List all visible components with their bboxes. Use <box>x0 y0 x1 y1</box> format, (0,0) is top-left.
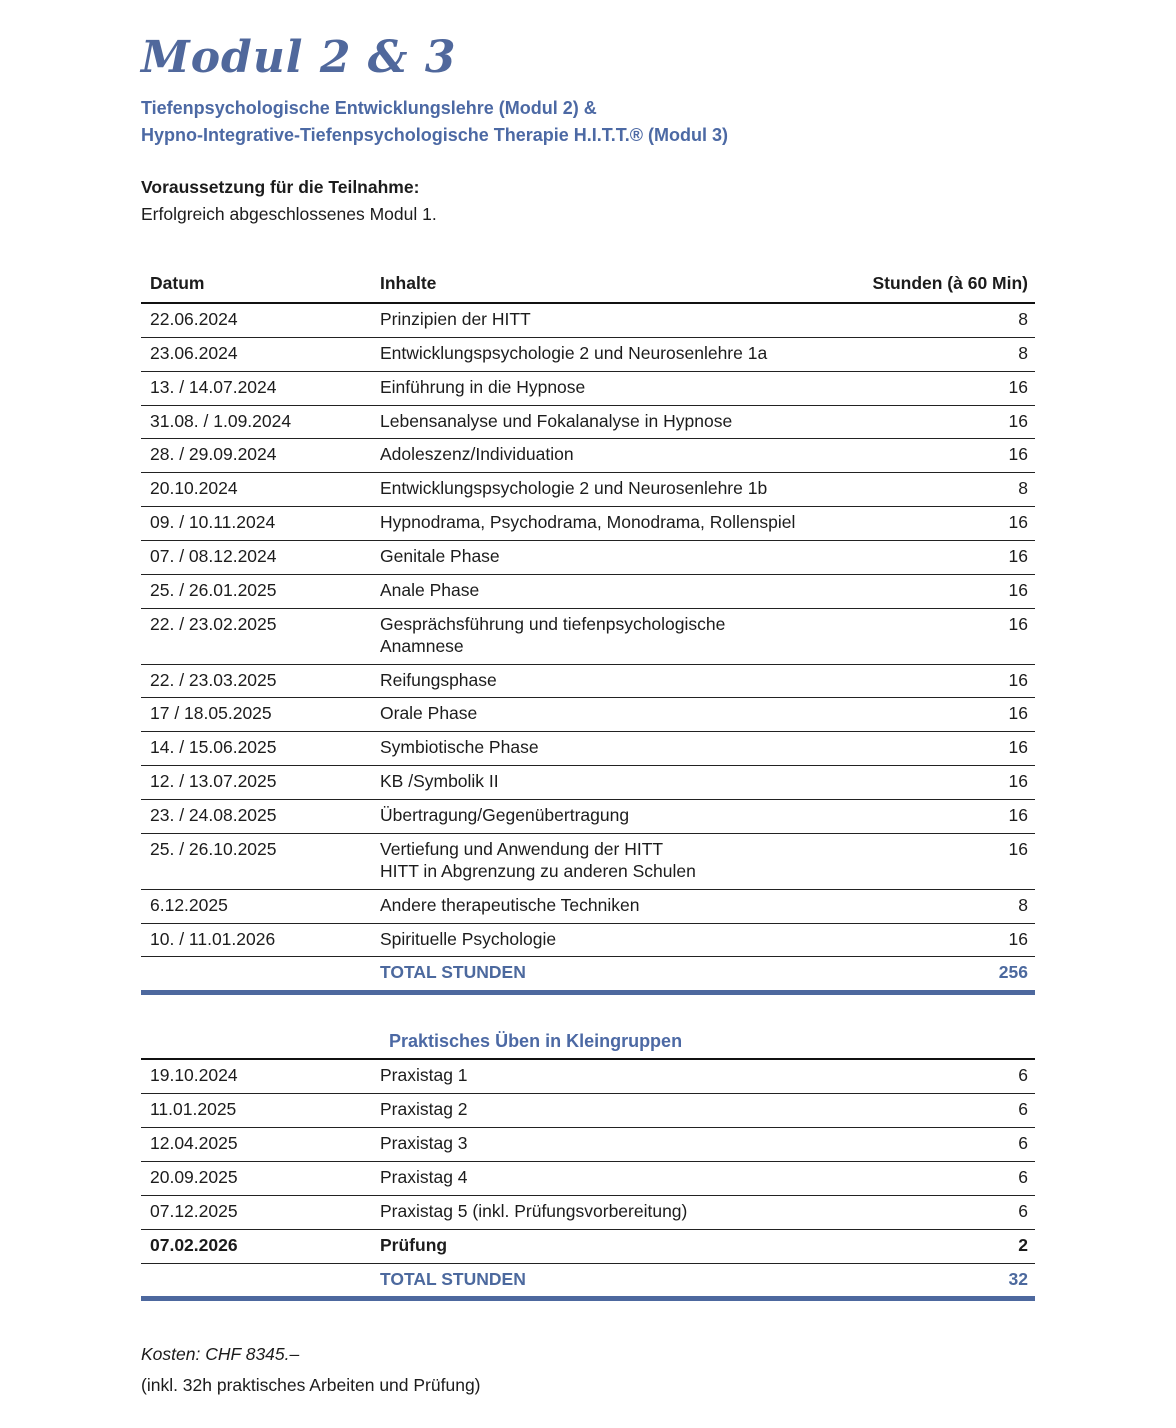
row-hours: 16 <box>1008 703 1028 724</box>
row-content-line-2: Anamnese <box>380 635 464 656</box>
row-hours: 16 <box>1008 410 1028 431</box>
row-date: 12.04.2025 <box>150 1133 238 1154</box>
row-content <box>380 839 925 883</box>
row-content: Adoleszenz/Individuation <box>380 444 574 465</box>
row-content: Prüfung <box>380 1234 448 1255</box>
table-row <box>141 1060 1035 1094</box>
row-date: 17 / 18.05.2025 <box>150 703 272 724</box>
table-row <box>141 732 1035 766</box>
row-content: Hypnodrama, Psychodrama, Monodrama, Rollenspiel <box>380 512 796 533</box>
header-hours: Stunden (à 60 Min) <box>872 272 1028 293</box>
total-label: TOTAL STUNDEN <box>380 962 526 983</box>
row-content-line-1: Gesprächsführung und tiefenpsychologische <box>380 613 726 634</box>
table-row <box>141 372 1035 406</box>
row-hours: 16 <box>1008 838 1028 859</box>
row-hours: 16 <box>1008 805 1028 826</box>
row-hours: 16 <box>1008 546 1028 567</box>
row-content: Praxistag 4 <box>380 1166 468 1187</box>
table-row <box>141 1128 1035 1162</box>
row-content: Praxistag 2 <box>380 1099 468 1120</box>
row-content: Praxistag 1 <box>380 1065 468 1086</box>
row-date: 31.08. / 1.09.2024 <box>150 410 292 431</box>
row-date: 23.06.2024 <box>150 342 238 363</box>
row-content <box>380 614 925 658</box>
table-row <box>141 439 1035 473</box>
table-row <box>141 575 1035 609</box>
row-hours: 6 <box>1018 1200 1028 1221</box>
row-hours: 16 <box>1008 613 1028 634</box>
prerequisite-label: Voraussetzung für die Teilnahme: <box>141 177 420 198</box>
table-row <box>141 473 1035 507</box>
row-content-line-2: HITT in Abgrenzung zu anderen Schulen <box>380 860 696 881</box>
row-content: Orale Phase <box>380 703 478 724</box>
row-date: 13. / 14.07.2024 <box>150 376 277 397</box>
row-date: 11.01.2025 <box>150 1099 237 1120</box>
total-value: 256 <box>998 962 1028 983</box>
row-hours: 2 <box>1018 1234 1028 1255</box>
row-content: Symbiotische Phase <box>380 737 539 758</box>
row-hours: 16 <box>1008 512 1028 533</box>
prerequisite-block <box>141 174 1035 227</box>
table-row <box>141 766 1035 800</box>
row-content: Anale Phase <box>380 579 480 600</box>
table-row <box>141 406 1035 440</box>
row-hours: 16 <box>1008 771 1028 792</box>
row-content: Einführung in die Hypnose <box>380 376 586 397</box>
total-value: 32 <box>1008 1268 1028 1289</box>
prerequisite-text: Erfolgreich abgeschlossenes Modul 1. <box>141 203 437 224</box>
row-content: KB /Symbolik II <box>380 771 499 792</box>
row-hours: 6 <box>1018 1099 1028 1120</box>
row-date: 10. / 11.01.2026 <box>150 928 276 949</box>
row-content: Praxistag 5 (inkl. Prüfungsvorbereitung) <box>380 1200 688 1221</box>
row-hours: 16 <box>1008 928 1028 949</box>
row-date: 20.10.2024 <box>150 478 238 499</box>
row-date: 28. / 29.09.2024 <box>150 444 277 465</box>
practice-section-title: Praktisches Üben in Kleingruppen <box>389 1031 683 1052</box>
cost-line: Kosten: CHF 8345.– <box>141 1344 300 1365</box>
row-date: 22. / 23.03.2025 <box>150 669 277 690</box>
row-hours: 16 <box>1008 669 1028 690</box>
row-date: 07.02.2026 <box>150 1234 238 1255</box>
row-content: Prinzipien der HITT <box>380 308 531 329</box>
total-row <box>141 1264 1035 1297</box>
row-date: 23. / 24.08.2025 <box>150 805 277 826</box>
row-date: 14. / 15.06.2025 <box>150 737 277 758</box>
table-row <box>141 698 1035 732</box>
total-label: TOTAL STUNDEN <box>380 1268 526 1289</box>
row-date: 20.09.2025 <box>150 1166 238 1187</box>
row-date: 6.12.2025 <box>150 894 228 915</box>
table-row <box>141 507 1035 541</box>
total-row-spacer <box>141 1269 380 1291</box>
row-hours: 8 <box>1018 894 1028 915</box>
total-row-spacer <box>141 962 380 984</box>
row-hours: 8 <box>1018 308 1028 329</box>
table-row <box>141 609 1035 665</box>
row-content: Entwicklungspsychologie 2 und Neurosenlehre 1b <box>380 478 768 499</box>
practice-table <box>141 1058 1035 1301</box>
table-row <box>141 1196 1035 1230</box>
row-content: Praxistag 3 <box>380 1133 468 1154</box>
row-hours: 16 <box>1008 579 1028 600</box>
table-row <box>141 338 1035 372</box>
total-row <box>141 957 1035 990</box>
table-row <box>141 834 1035 890</box>
row-hours: 16 <box>1008 376 1028 397</box>
schedule-table <box>141 269 1035 995</box>
row-date: 25. / 26.01.2025 <box>150 579 277 600</box>
table-row <box>141 541 1035 575</box>
row-hours: 8 <box>1018 478 1028 499</box>
header-date: Datum <box>150 272 205 293</box>
table-row <box>141 665 1035 699</box>
row-date: 12. / 13.07.2025 <box>150 771 277 792</box>
table-row <box>141 800 1035 834</box>
row-content: Lebensanalyse und Fokalanalyse in Hypnose <box>380 410 733 431</box>
row-content: Genitale Phase <box>380 546 500 567</box>
row-date: 07.12.2025 <box>150 1200 238 1221</box>
row-content: Entwicklungspsychologie 2 und Neurosenlehre 1a <box>380 342 768 363</box>
subtitle-line-2: Hypno-Integrative-Tiefenpsychologische Therapie H.I.T.T.® (Modul 3) <box>141 125 729 146</box>
row-hours: 6 <box>1018 1065 1028 1086</box>
table-row <box>141 890 1035 924</box>
table-header-row <box>141 269 1035 304</box>
row-date: 22. / 23.02.2025 <box>150 613 277 634</box>
row-content-line-1: Vertiefung und Anwendung der HITT <box>380 838 664 859</box>
row-date: 22.06.2024 <box>150 308 238 329</box>
exam-row <box>141 1230 1035 1264</box>
row-content: Andere therapeutische Techniken <box>380 894 640 915</box>
row-hours: 6 <box>1018 1133 1028 1154</box>
row-date: 07. / 08.12.2024 <box>150 546 277 567</box>
cost-note-line: (inkl. 32h praktisches Arbeiten und Prüfung) <box>141 1374 481 1395</box>
table-row <box>141 924 1035 958</box>
row-content: Übertragung/Gegenübertragung <box>380 805 630 826</box>
row-date: 19.10.2024 <box>150 1065 238 1086</box>
row-hours: 8 <box>1018 342 1028 363</box>
subtitle-line-1: Tiefenpsychologische Entwicklungslehre (Modul 2) & <box>141 98 597 119</box>
row-date: 09. / 10.11.2024 <box>150 512 276 533</box>
row-hours: 16 <box>1008 737 1028 758</box>
row-hours: 6 <box>1018 1166 1028 1187</box>
page-title: Modul 2 & 3 <box>141 32 457 83</box>
table-row <box>141 1162 1035 1196</box>
row-content: Reifungsphase <box>380 669 497 690</box>
subtitle <box>141 95 1035 149</box>
row-content: Spirituelle Psychologie <box>380 928 557 949</box>
header-content: Inhalte <box>380 272 437 293</box>
row-hours: 16 <box>1008 444 1028 465</box>
table-row <box>141 304 1035 338</box>
row-date: 25. / 26.10.2025 <box>150 838 277 859</box>
table-row <box>141 1094 1035 1128</box>
